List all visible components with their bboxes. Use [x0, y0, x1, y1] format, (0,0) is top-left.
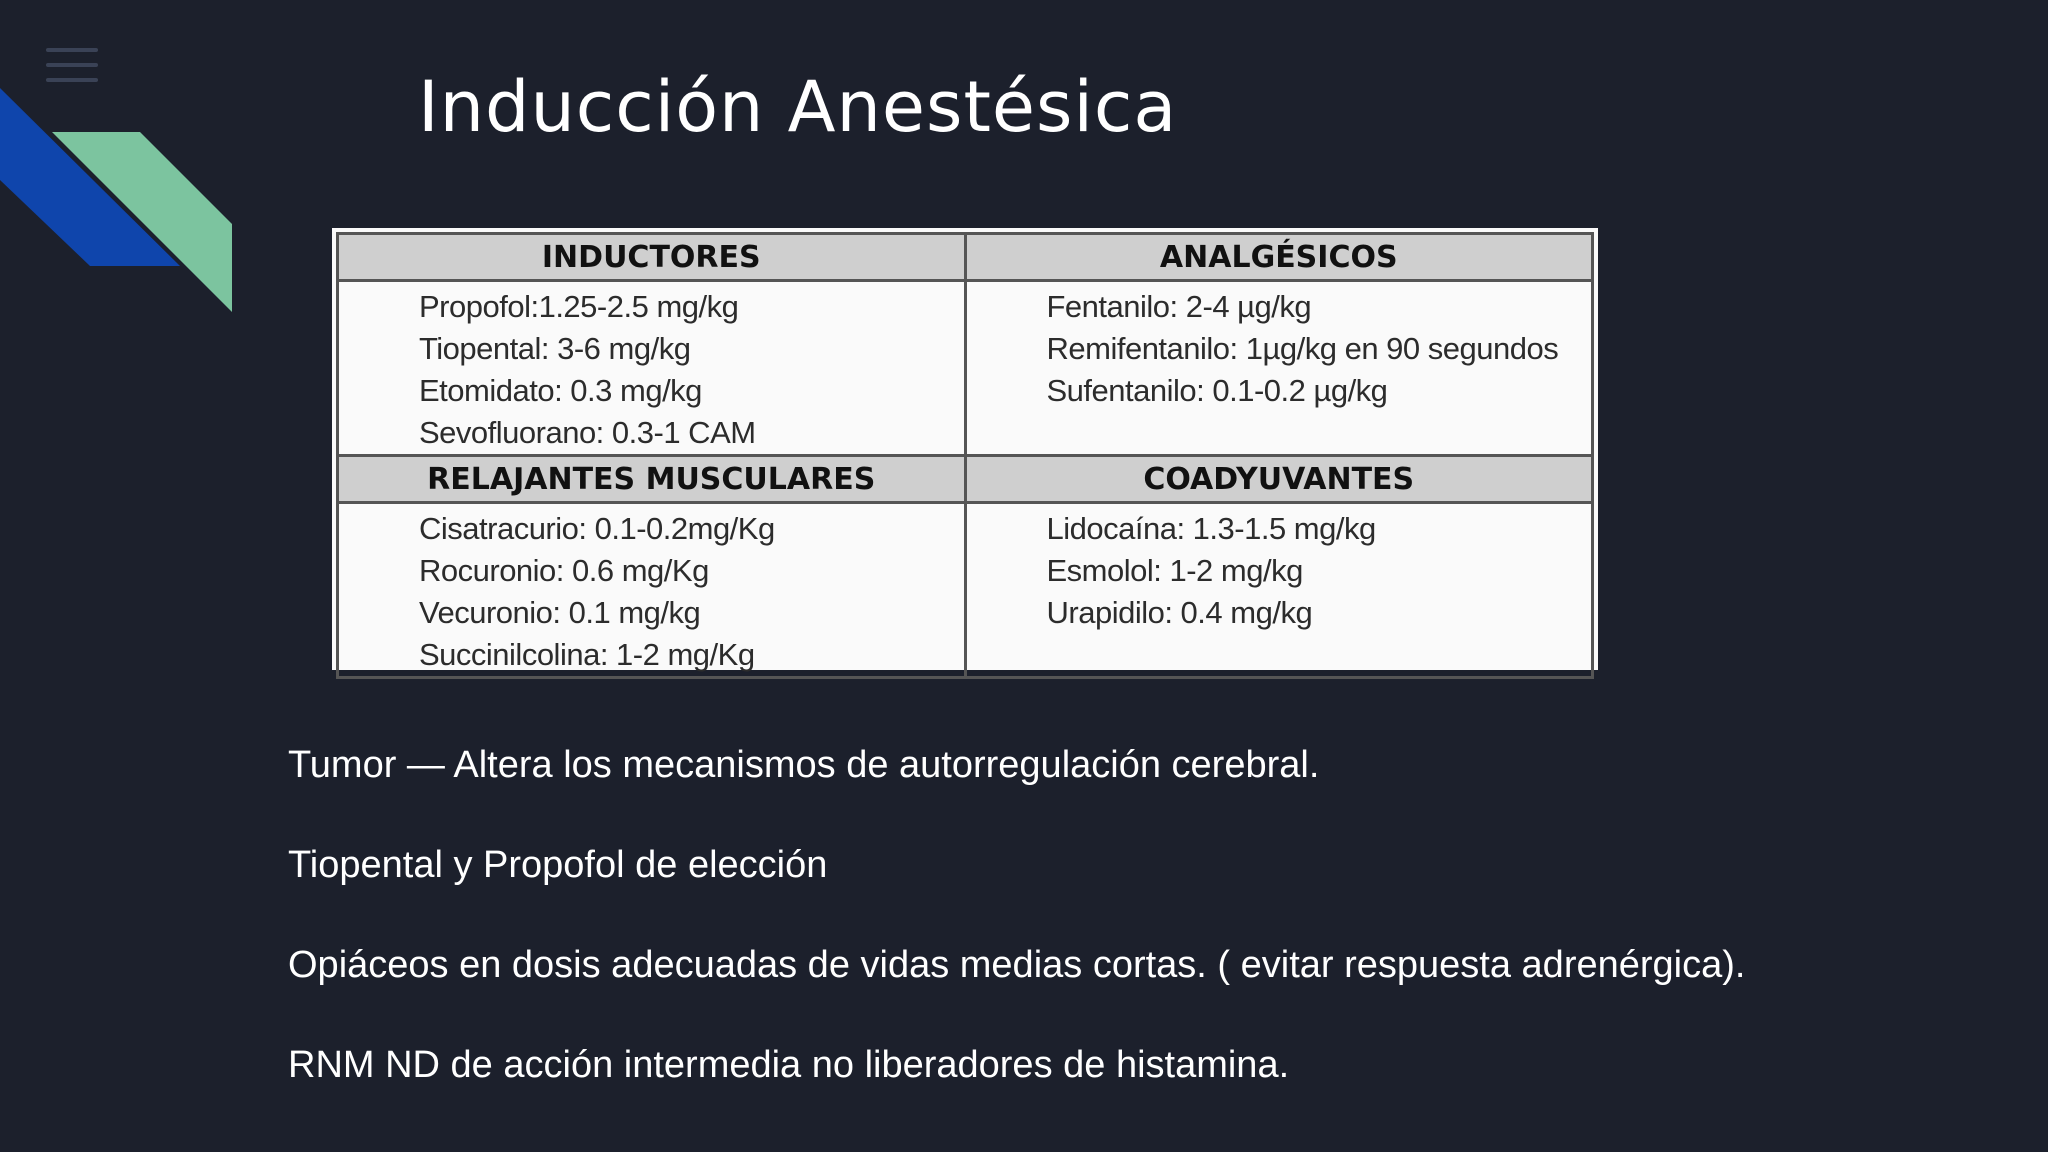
header-relajantes: RELAJANTES MUSCULARES — [338, 456, 966, 503]
dose-item: Remifentanilo: 1µg/kg en 90 segundos — [1046, 331, 1559, 366]
cell-analgesicos — [965, 281, 1593, 456]
notes-list — [288, 740, 1988, 1140]
note-text: RNM ND de acción intermedia no liberadores de histamina. — [288, 1044, 1290, 1086]
cell-relajantes — [338, 503, 966, 678]
note-text: Tumor — Altera los mecanismos de autorregulación cerebral. — [288, 744, 1320, 786]
note-text: Opiáceos en dosis adecuadas de vidas medias cortas. ( evitar respuesta adrenérgica). — [288, 944, 1746, 986]
cell-inductores — [338, 281, 966, 456]
decorative-stripes — [0, 0, 240, 320]
dose-item: Etomidato: 0.3 mg/kg — [419, 373, 702, 408]
note-text: Tiopental y Propofol de elección — [288, 844, 828, 886]
header-analgesicos: ANALGÉSICOS — [965, 234, 1593, 281]
dosage-table — [336, 232, 1594, 679]
dose-item: Succinilcolina: 1-2 mg/Kg — [419, 637, 755, 672]
dose-item: Rocuronio: 0.6 mg/Kg — [419, 553, 709, 588]
dose-item: Cisatracurio: 0.1-0.2mg/Kg — [419, 511, 775, 546]
dose-item: Propofol:1.25-2.5 mg/kg — [419, 289, 739, 324]
dosage-table-image — [332, 228, 1598, 670]
dose-item: Fentanilo: 2-4 µg/kg — [1046, 289, 1312, 324]
header-coadyuvantes: COADYUVANTES — [965, 456, 1593, 503]
slide-title: Inducción Anestésica — [418, 66, 1178, 148]
cell-coadyuvantes — [965, 503, 1593, 678]
dose-item: Lidocaína: 1.3-1.5 mg/kg — [1046, 511, 1376, 546]
dose-item: Esmolol: 1-2 mg/kg — [1046, 553, 1303, 588]
dose-item: Sufentanilo: 0.1-0.2 µg/kg — [1046, 373, 1388, 408]
dose-item: Sevofluorano: 0.3-1 CAM — [419, 415, 756, 450]
dose-item: Urapidilo: 0.4 mg/kg — [1046, 595, 1313, 630]
dose-item: Vecuronio: 0.1 mg/kg — [419, 595, 701, 630]
dose-item: Tiopental: 3-6 mg/kg — [419, 331, 691, 366]
header-inductores: INDUCTORES — [338, 234, 966, 281]
